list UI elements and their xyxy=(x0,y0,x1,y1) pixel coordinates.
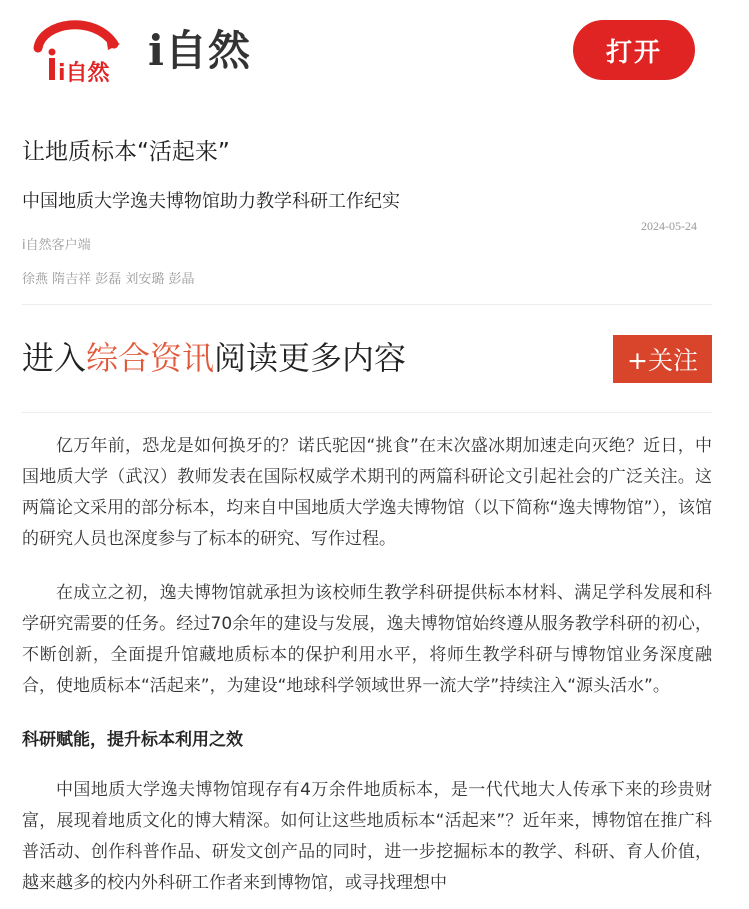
channel-name[interactable]: 综合资讯 xyxy=(86,339,215,377)
follow-button[interactable]: +关注 xyxy=(613,335,712,383)
channel-suffix: 阅读更多内容 xyxy=(214,339,407,377)
brand-name: i自然 xyxy=(148,26,251,75)
divider xyxy=(22,304,712,305)
paragraph: 在成立之初，逸夫博物馆就承担为该校师生教学科研提供标本材料、满足学科发展和科学研究需要的任务。经过70余年的建设与发展，逸夫博物馆始终遵从服务教学科研的初心，不断创新，全面提升馆藏地质标本的保护利用水平，将师生教学科研与博物馆业务深度融合，使地质标本“活起来”，为建设“地球科学领域世界一流大学”持续注入“源头活水”。 xyxy=(22,583,712,696)
publish-date: 2024-05-24 xyxy=(641,219,697,233)
article-authors: 徐燕 隋吉祥 彭磊 刘安璐 彭晶 xyxy=(22,272,195,287)
channel-promo[interactable] xyxy=(22,336,406,380)
app-header xyxy=(0,0,749,100)
article-body xyxy=(22,431,712,909)
channel-prefix: 进入 xyxy=(22,339,87,377)
svg-text:i自然: i自然 xyxy=(58,61,110,86)
section-heading: 科研赋能，提升标本利用之效 xyxy=(22,730,243,750)
paragraph: 亿万年前，恐龙是如何换牙的？诺氏驼因“挑食”在末次盛冰期加速走向灭绝？近日，中国地质大学（武汉）教师发表在国际权威学术期刊的两篇科研论文引起社会的广泛关注。这两篇论文采用的部分标本，均来自中国地质大学逸夫博物馆（以下简称“逸夫博物馆”），该馆的研究人员也深度参与了标本的研究、写作过程。 xyxy=(22,436,712,549)
i-nature-logo-icon xyxy=(28,14,124,88)
paragraph: 中国地质大学逸夫博物馆现存有4万余件地质标本，是一代代地大人传承下来的珍贵财富，展现着地质文化的博大精深。如何让这些地质标本“活起来”？近年来，博物馆在推广科普活动、创作科普作品、研发文创产品的同时，进一步挖掘标本的教学、科研、育人价值，越来越多的校内外科研工作者来到博物馆，或寻找理想中 xyxy=(22,780,712,893)
article-source[interactable]: i自然客户端 xyxy=(22,238,91,253)
article-title: 让地质标本“活起来” xyxy=(22,139,230,165)
open-app-button[interactable]: 打开 xyxy=(573,20,695,80)
divider xyxy=(22,412,712,413)
article-subtitle: 中国地质大学逸夫博物馆助力教学科研工作纪实 xyxy=(22,191,400,212)
